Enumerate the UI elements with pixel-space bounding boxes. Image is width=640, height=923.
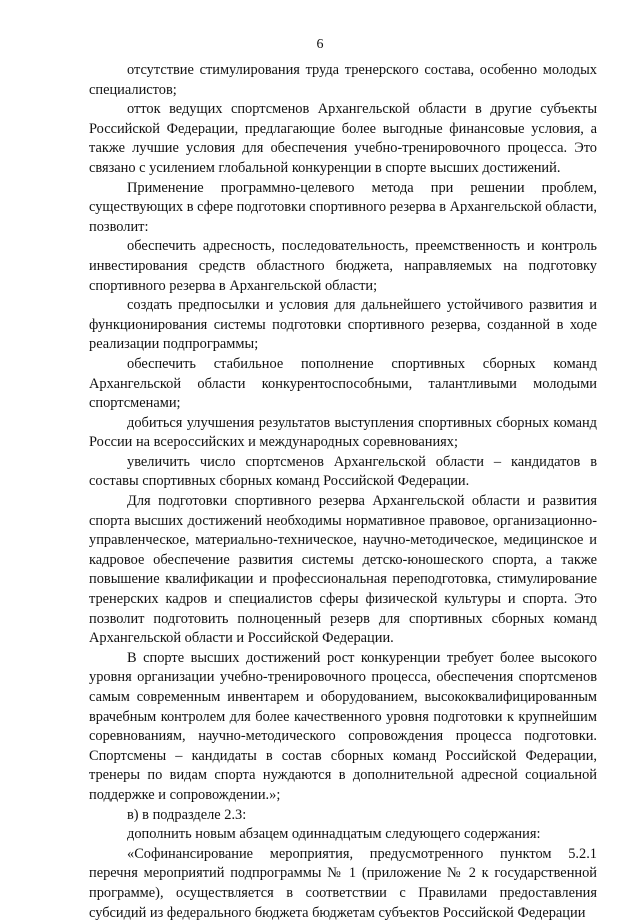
paragraph: В спорте высших достижений рост конкуренции требует более высокого уровня организации учебно-тренировочного процесса, обеспечения спортсменов самым современным инвентарем и оборудованием, высококвалифицированным врачебным контролем для более качественного уровня подготовки к крупнейшим соревнованиям, научно-методического сопровождения процесса подготовки. Спортсмены – кандидаты в состав сборных команд Российской Федерации, тренеры по видам спорта нуждаются в дополнительной адресной социальной поддержке и сопровождении.»;	[89, 649, 597, 803]
page-number: 6	[316, 37, 324, 52]
paragraph: отсутствие стимулирования труда тренерского состава, особенно молодых специалистов;	[89, 62, 597, 98]
paragraph: создать предпосылки и условия для дальнейшего устойчивого развития и функционирования системы подготовки спортивного резерва, созданной в ходе реализации подпрограммы;	[89, 297, 597, 353]
paragraph: отток ведущих спортсменов Архангельской области в другие субъекты Российской Федерации, предлагающие более выгодные финансовые условия, а также лучшие условия для обеспечения учебно-тренировочного процесса. Это связано с усилением глобальной конкуренции в спорте высших достижений.	[89, 101, 597, 176]
paragraph: увеличить число спортсменов Архангельской области – кандидатов в составы спортивных сборных команд Российской Федерации.	[89, 453, 597, 490]
paragraph: Для подготовки спортивного резерва Архангельской области и развития спорта высших достижений необходимы нормативное правовое, организационно-управленческое, материально-техническое, научно-методическое, медицинское и кадровое обеспечение развития системы детско-юношеского спорта, а также повышение квалификации и профессиональная переподготовка, стимулирование тренерских кадров и специалистов сферы физической культуры и спорта. Это позволит подготовить полноценный резерв для спортивных сборных команд Архангельской области и Российской Федерации.	[89, 493, 597, 647]
document-body	[89, 61, 597, 923]
paragraph: обеспечить адресность, последовательность, преемственность и контроль инвестирования средств областного бюджета, направляемых на подготовку спортивного резерва в Архангельской области;	[89, 238, 597, 294]
paragraph: Применение программно-целевого метода при решении проблем, существующих в сфере подготовки спортивного резерва в Архангельской области, позволит:	[89, 179, 597, 235]
paragraph: в) в подразделе 2.3:	[127, 806, 247, 823]
paragraph: «Софинансирование мероприятия, предусмотренного пунктом 5.2.1 перечня мероприятий подпрограммы № 1 (приложение № 2 к государственной программе), осуществляется в соответствии с Правилами предоставления субсидий из федерального бюджета бюджетам субъектов Российской Федерации	[89, 845, 597, 921]
paragraph: дополнить новым абзацем одиннадцатым следующего содержания:	[127, 826, 541, 843]
paragraph: обеспечить стабильное пополнение спортивных сборных команд Архангельской области конкурентоспособными, талантливыми молодыми спортсменами;	[89, 355, 597, 412]
paragraph: добиться улучшения результатов выступления спортивных сборных команд России на всероссийских и международных соревнованиях;	[89, 414, 597, 451]
